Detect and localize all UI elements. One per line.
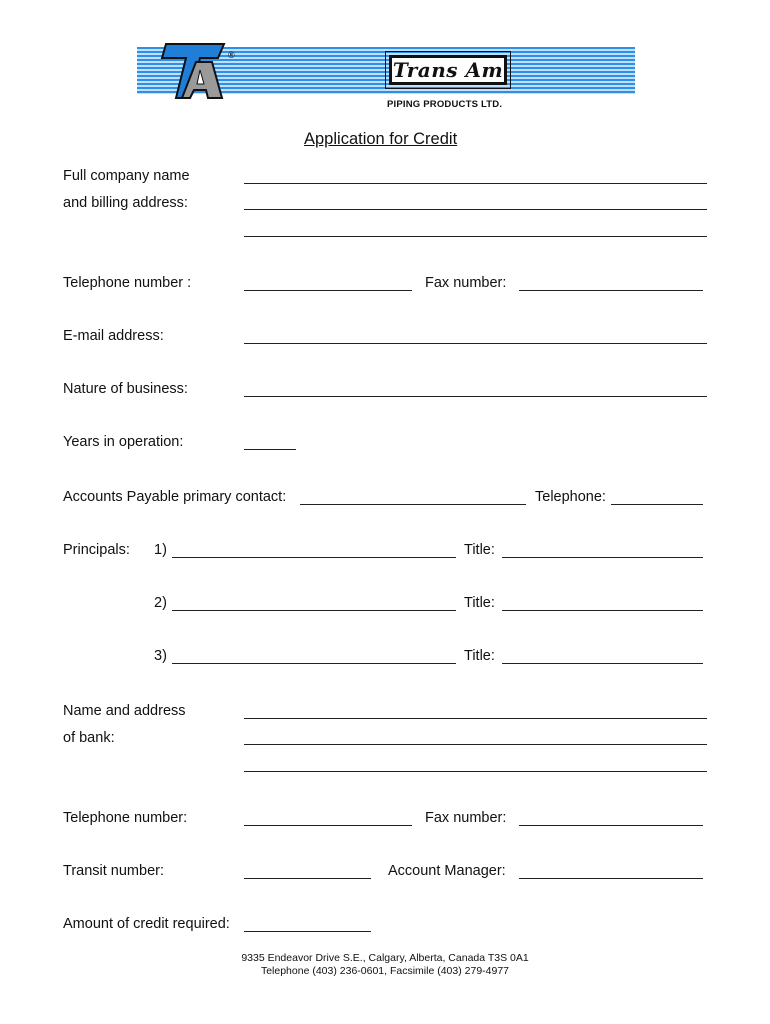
bank-fax-field[interactable]: [519, 825, 703, 826]
registered-mark: ®: [228, 50, 235, 60]
years-in-operation-field[interactable]: [244, 449, 296, 450]
bank-field-1[interactable]: [244, 718, 707, 719]
page-title: Application for Credit: [304, 130, 458, 148]
ap-telephone-label: Telephone:: [535, 489, 606, 505]
transit-number-label: Transit number:: [63, 863, 164, 879]
credit-amount-field[interactable]: [244, 931, 371, 932]
principal-2-title-field[interactable]: [502, 610, 703, 611]
principal-1-name-field[interactable]: [172, 557, 456, 558]
years-in-operation-label: Years in operation:: [63, 434, 184, 450]
ap-contact-field[interactable]: [300, 504, 526, 505]
bank-label-2: of bank:: [63, 730, 115, 746]
company-subtitle: PIPING PRODUCTS LTD.: [387, 99, 503, 110]
fax-label: Fax number:: [425, 275, 507, 291]
account-manager-label: Account Manager:: [388, 863, 506, 879]
account-manager-field[interactable]: [519, 878, 703, 879]
principal-number: 2): [154, 595, 167, 611]
bank-field-3[interactable]: [244, 771, 707, 772]
credit-amount-label: Amount of credit required:: [63, 916, 230, 932]
nature-of-business-label: Nature of business:: [63, 381, 188, 397]
email-field[interactable]: [244, 343, 707, 344]
principal-number: 1): [154, 542, 167, 558]
ap-telephone-field[interactable]: [611, 504, 703, 505]
billing-address-field-2[interactable]: [244, 236, 707, 237]
company-name-field[interactable]: [244, 183, 707, 184]
fax-field[interactable]: [519, 290, 703, 291]
transit-number-field[interactable]: [244, 878, 371, 879]
nature-of-business-field[interactable]: [244, 396, 707, 397]
principal-number: 3): [154, 648, 167, 664]
principal-1-title-label: Title:: [464, 542, 495, 558]
principal-3-title-label: Title:: [464, 648, 495, 664]
bank-field-2[interactable]: [244, 744, 707, 745]
telephone-label: Telephone number :: [63, 275, 192, 291]
billing-address-field-1[interactable]: [244, 209, 707, 210]
brand-name: Trans Am: [389, 55, 507, 85]
company-name-label: Full company name: [63, 168, 190, 184]
principal-1-title-field[interactable]: [502, 557, 703, 558]
footer-address: 9335 Endeavor Drive S.E., Calgary, Alberta, Canada T3S 0A1: [241, 952, 529, 964]
trans-am-logo-icon: [160, 40, 226, 100]
bank-label: Name and address: [63, 703, 186, 719]
billing-address-label: and billing address:: [63, 195, 188, 211]
principals-label: Principals:: [63, 542, 130, 558]
footer-contact: Telephone (403) 236-0601, Facsimile (403) 279-4977: [260, 965, 510, 977]
bank-fax-label: Fax number:: [425, 810, 507, 826]
principal-3-title-field[interactable]: [502, 663, 703, 664]
principal-2-name-field[interactable]: [172, 610, 456, 611]
principal-3-name-field[interactable]: [172, 663, 456, 664]
ap-contact-label: Accounts Payable primary contact:: [63, 489, 287, 505]
bank-telephone-label: Telephone number:: [63, 810, 188, 826]
email-label: E-mail address:: [63, 328, 164, 344]
bank-telephone-field[interactable]: [244, 825, 412, 826]
telephone-field[interactable]: [244, 290, 412, 291]
principal-2-title-label: Title:: [464, 595, 495, 611]
